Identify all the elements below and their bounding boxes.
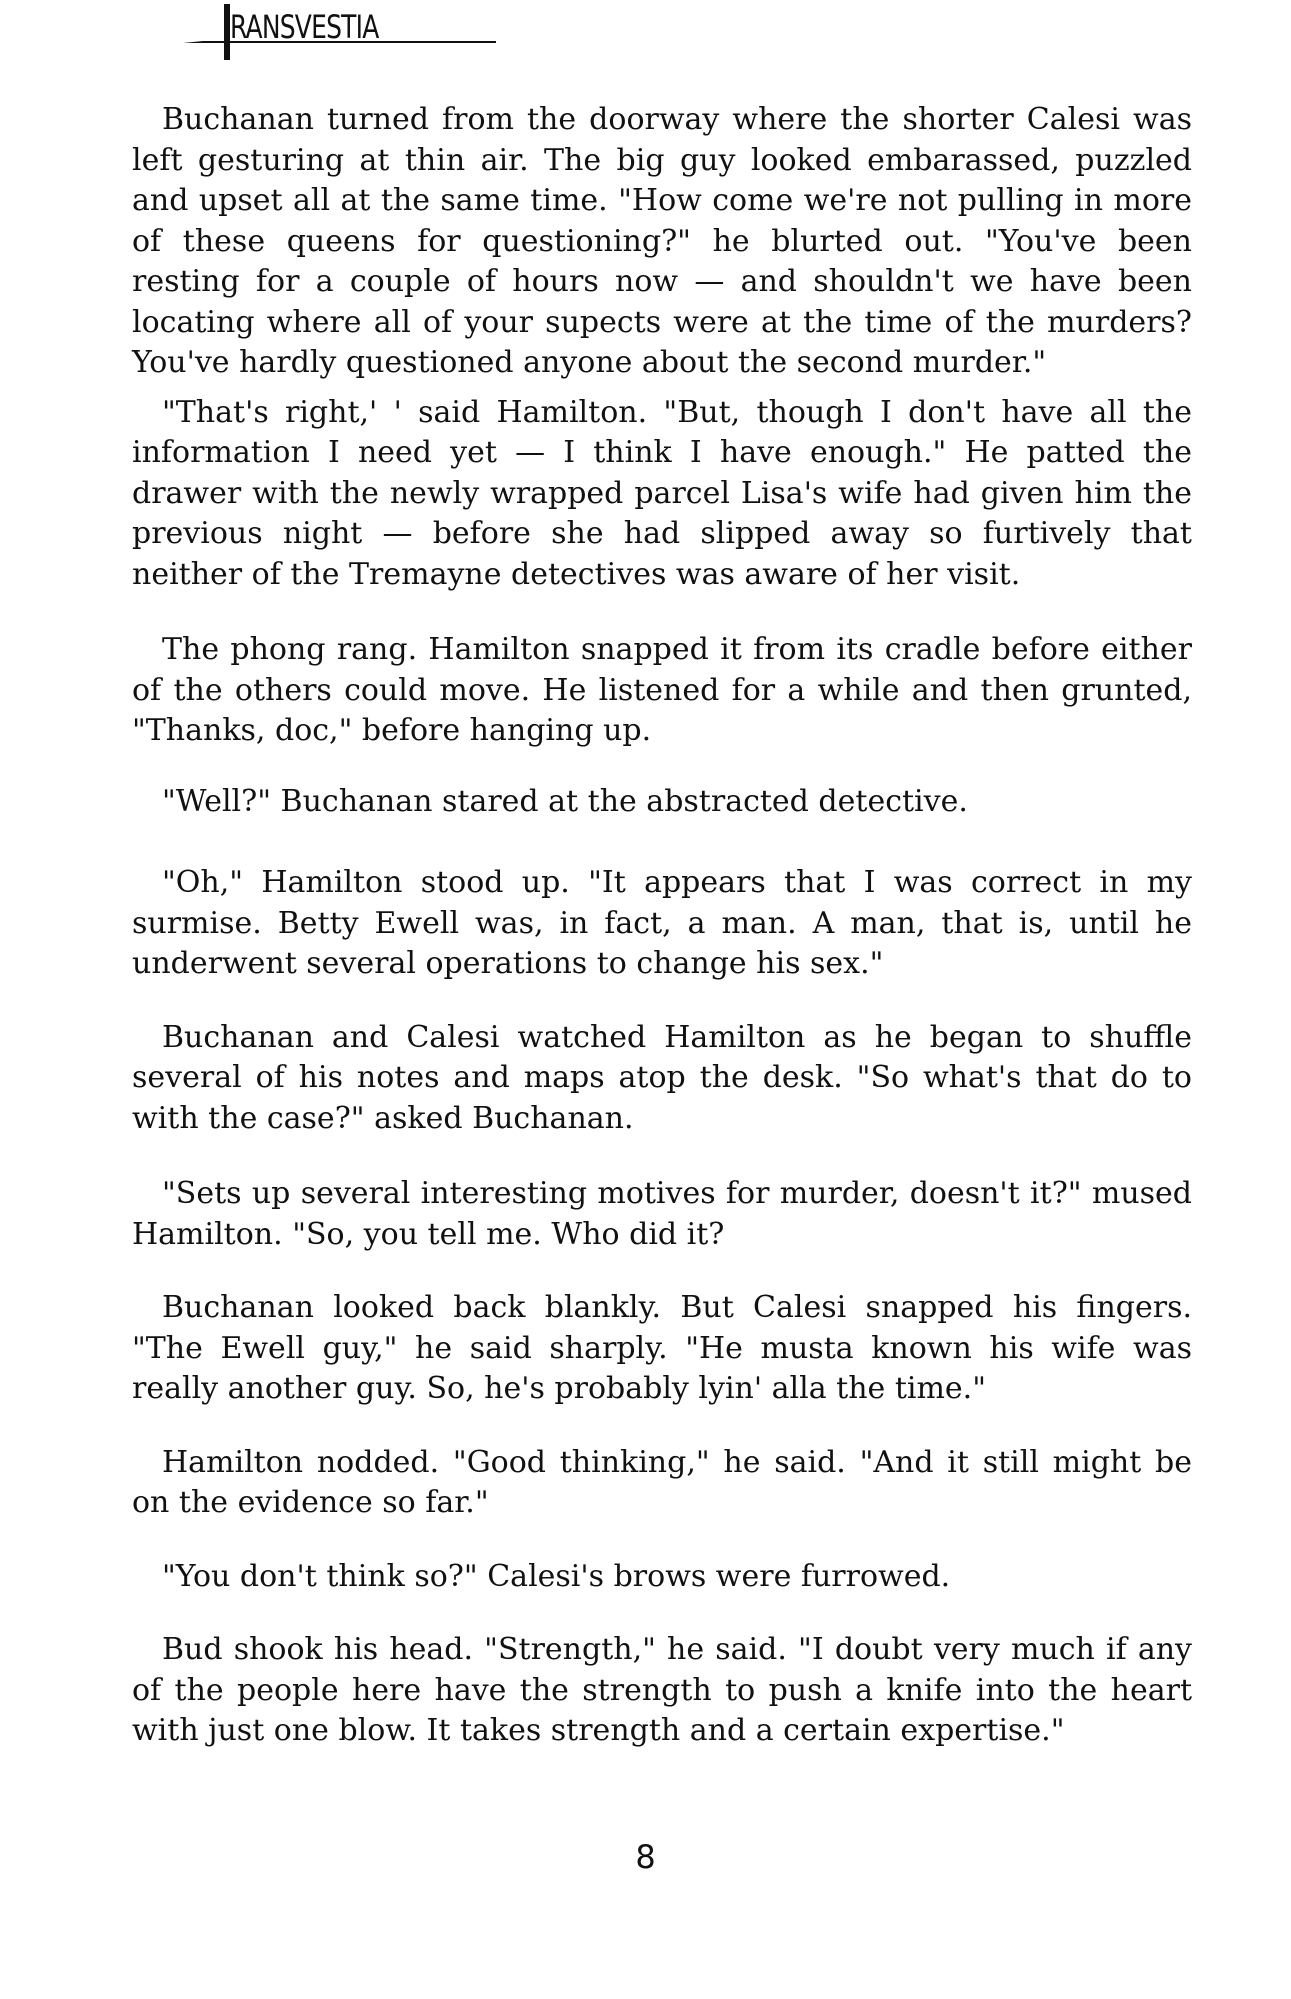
paragraph-8: Buchanan looked back blankly. But Calesi snapped his fingers. "The Ewell guy," he said sharply. "He musta known his wife was really another guy. So, he's probably lyin' alla the time." (132, 1290, 1192, 1406)
running-header (0, 0, 1291, 70)
running-title: RANSVESTIA (230, 8, 379, 46)
paragraph-9: Hamilton nodded. "Good thinking," he said. "And it still might be on the evidence so far." (132, 1444, 1192, 1520)
paragraph-4: "Well?" Buchanan stared at the abstracted detective. (162, 783, 968, 819)
page-body (132, 100, 1192, 1752)
paragraph-2: "That's right,' ' said Hamilton. "But, though I don't have all the information I need yet — I think I have enough." He patted the drawer with the newly wrapped parcel Lisa's wife had given him the previous night — before she had slipped away so furtively that neither of the Tremayne detectives was aware of her visit. (132, 394, 1192, 592)
paragraph-5: "Oh," Hamilton stood up. "It appears that I was correct in my surmise. Betty Ewell was, in fact, a man. A man, that is, until he underwent several operations to change his sex." (132, 865, 1192, 981)
paragraph-11: Bud shook his head. "Strength," he said. "I doubt very much if any of the people here have the strength to push a knife into the heart with just one blow. It takes strength and a certain expertise." (132, 1632, 1192, 1748)
paragraph-1: Buchanan turned from the doorway where the shorter Calesi was left gesturing at thin air. The big guy looked embarassed, puzzled and upset all at the same time. "How come we're not pulling in more of these queens for questioning?" he blurted out. "You've been resting for a couple of hours now — and shouldn't we have been locating where all of your supects were at the time of the murders? You've hardly questioned anyone about the second murder." (132, 102, 1192, 380)
paragraph-6: Buchanan and Calesi watched Hamilton as he began to shuffle several of his notes and maps atop the desk. "So what's that do to with the case?" asked Buchanan. (132, 1019, 1192, 1136)
paragraph-10: "You don't think so?" Calesi's brows were furrowed. (162, 1558, 951, 1594)
page-number: 8 (635, 1838, 656, 1876)
paragraph-7: "Sets up several interesting motives for murder, doesn't it?" mused Hamilton. "So, you tell me. Who did it? (132, 1176, 1192, 1252)
paragraph-3: The phong rang. Hamilton snapped it from its cradle before either of the others could move. He listened for a while and then grunted, "Thanks, doc," before hanging up. (132, 632, 1192, 748)
